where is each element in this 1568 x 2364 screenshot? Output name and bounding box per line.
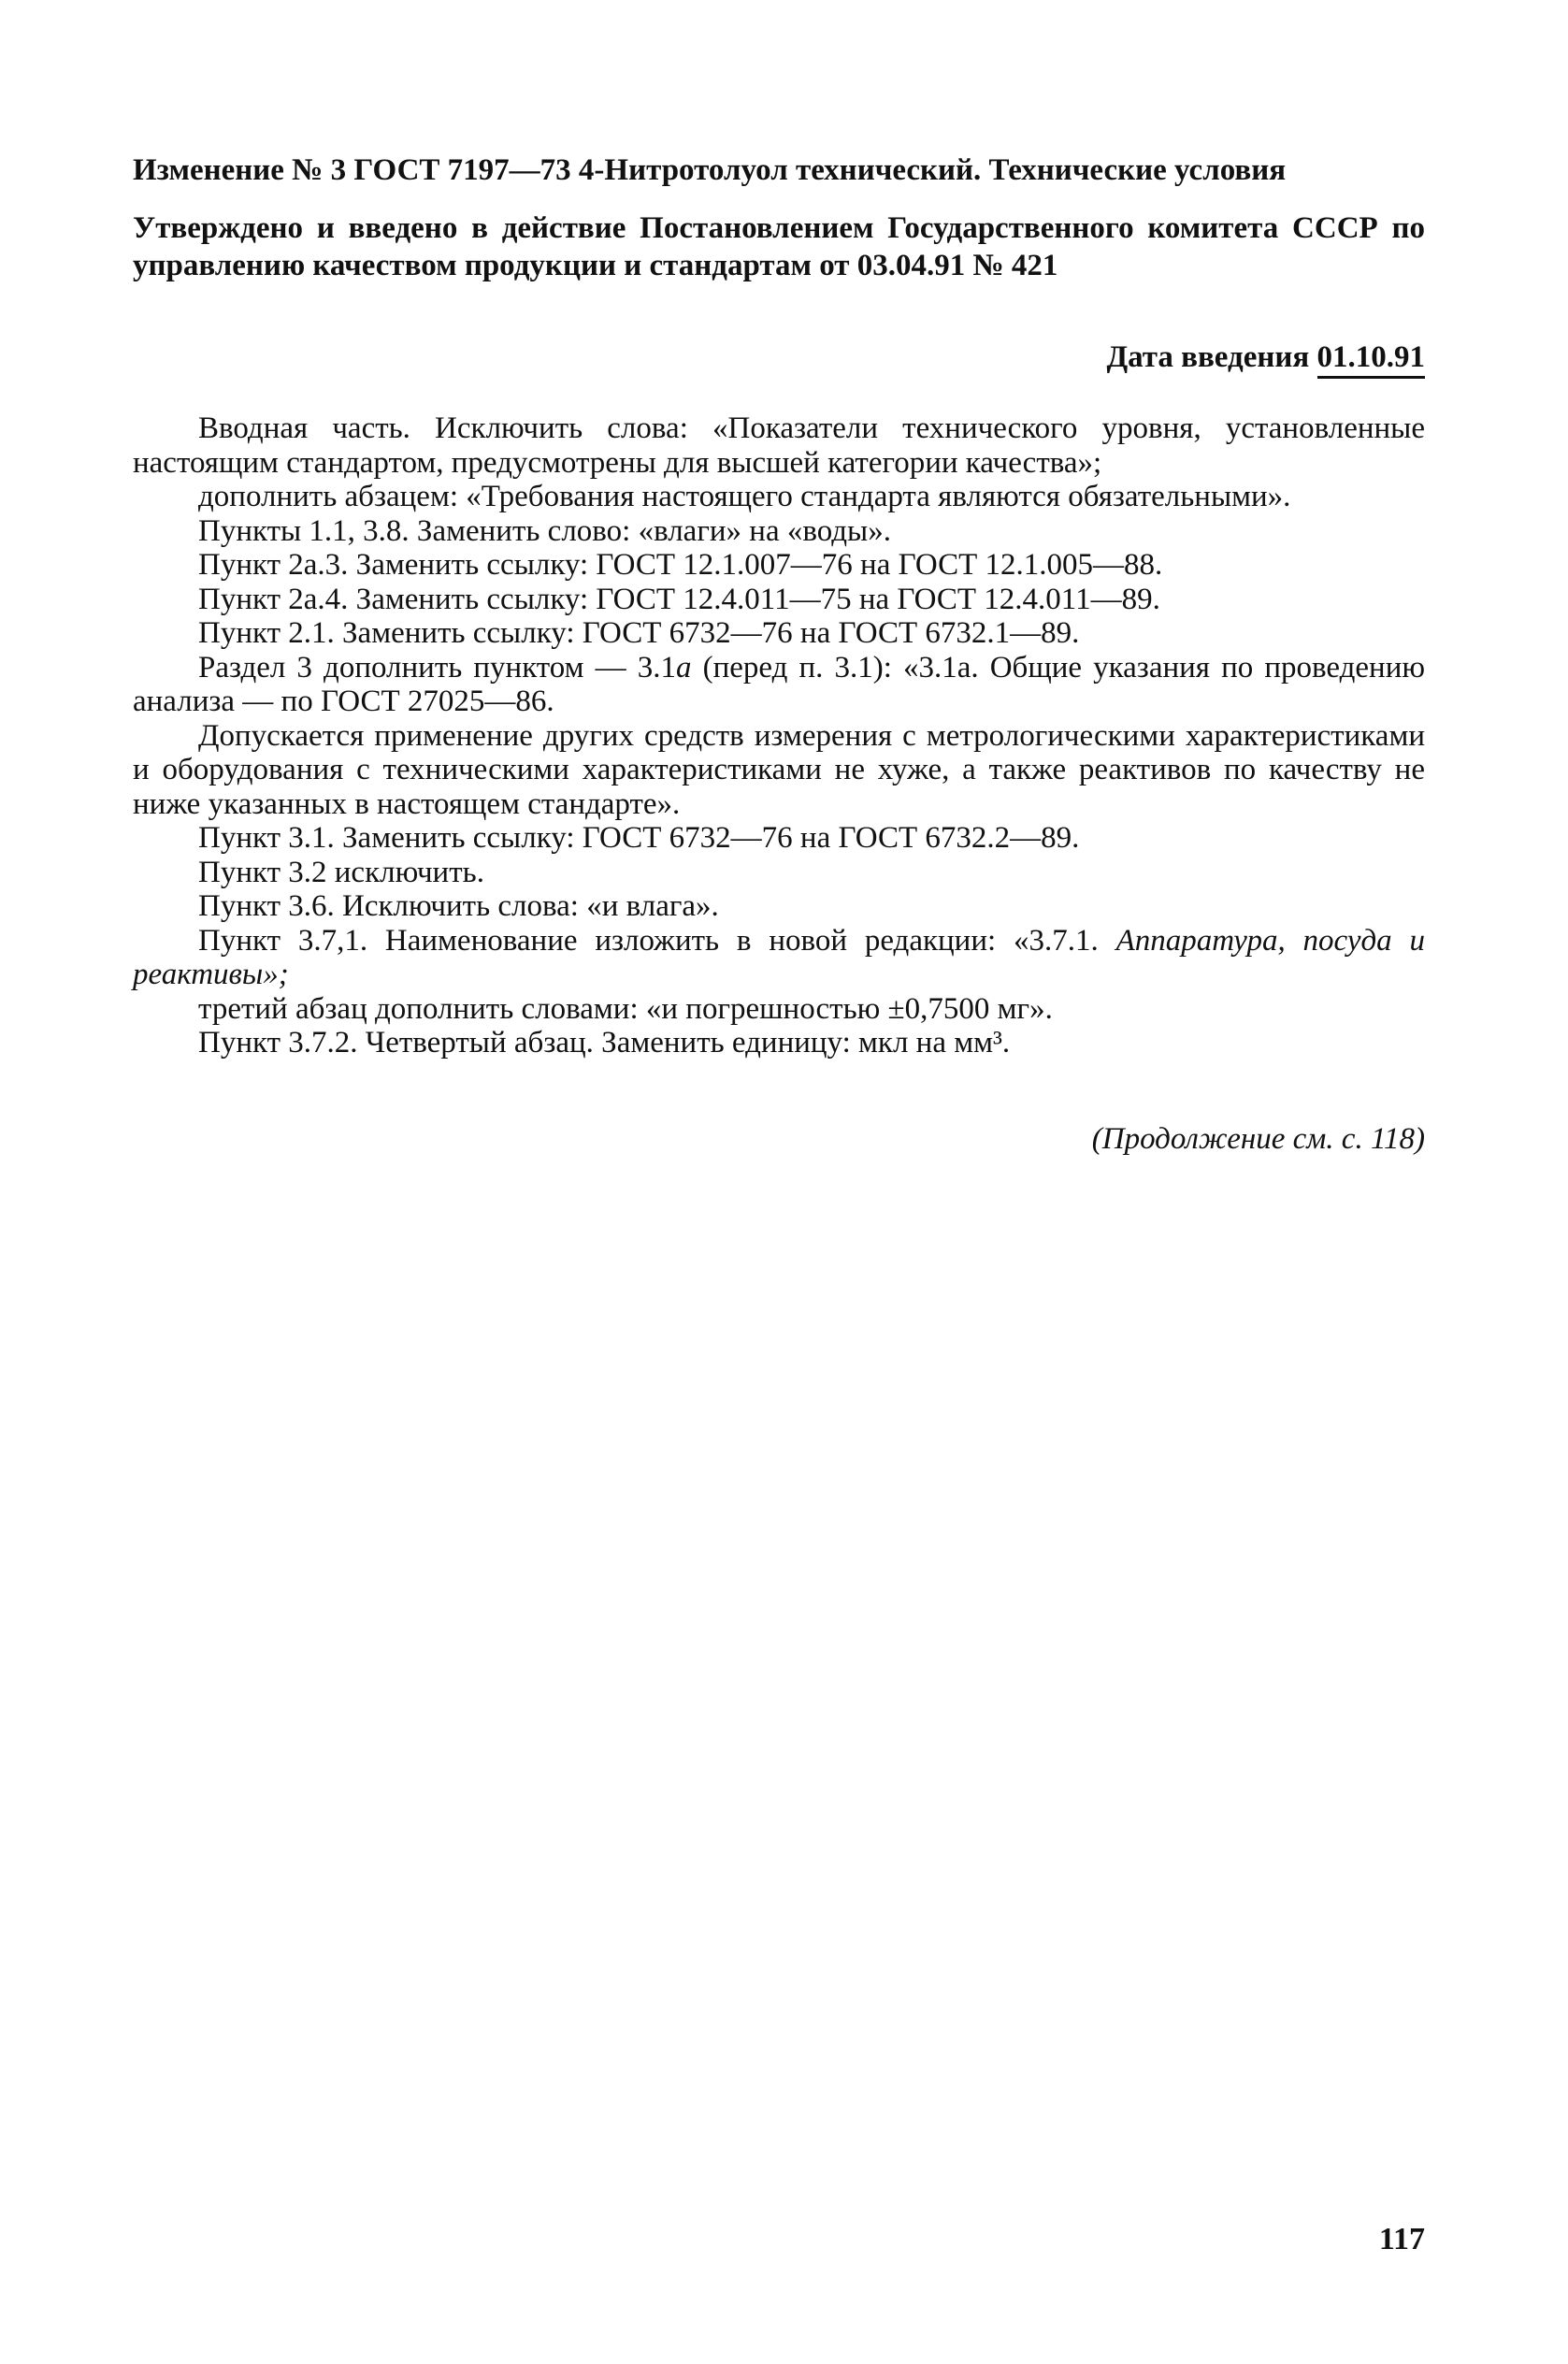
paragraph: третий абзац дополнить словами: «и погрешностью ±0,7500 мг». [198, 991, 1053, 1026]
paragraph: Пункт 2а.3. Заменить ссылку: ГОСТ 12.1.007—76 на ГОСТ 12.1.005—88. [198, 548, 1163, 582]
paragraph: дополнить абзацем: «Требования настоящего стандарта являются обязательными». [198, 480, 1291, 513]
paragraph: Вводная часть. Исключить слова: «Показатели технического уровня, установленные настоящим стандартом, предусмотрены для высшей категории качества»; [133, 411, 1425, 480]
document-header [133, 151, 1425, 305]
approval-statement: Утверждено и введено в действие Постановлением Государственного комитета СССР по управлению качеством продукции и стандартам от 03.04.91 № 421 [133, 211, 1425, 282]
paragraph: Пункт 3.2 исключить. [198, 855, 484, 889]
amendment-body [133, 411, 1425, 1060]
effective-date [133, 339, 1425, 376]
paragraph: Пункт 3.6. Исключить слова: «и влага». [198, 889, 719, 923]
paragraph: Пункт 2.1. Заменить ссылку: ГОСТ 6732—76 на ГОСТ 6732.1—89. [198, 616, 1080, 650]
paragraph: Пункт 3.1. Заменить ссылку: ГОСТ 6732—76 на ГОСТ 6732.2—89. [198, 821, 1080, 855]
italic-text: Аппаратура, посуда и реактивы»; [133, 923, 1426, 991]
italic-text: а [675, 650, 692, 685]
paragraph: Пункт 3.7.2. Четвертый абзац. Заменить единицу: мкл на мм³. [198, 1026, 1011, 1059]
paragraph: Допускается применение других средств измерения с метрологическими характеристиками и оборудования с техническими характеристиками не хуже, а также реактивов по качеству не ниже указанных в настоящем стандарте». [133, 718, 1425, 821]
continuation-note: (Продолжение см. с. 118) [1091, 1122, 1425, 1156]
paragraph [133, 924, 1425, 992]
paragraph-text: Раздел 3 дополнить пунктом — 3.1 [198, 650, 676, 685]
page-number: 117 [1378, 2222, 1425, 2256]
paragraph: Пункт 2а.4. Заменить ссылку: ГОСТ 12.4.011—75 на ГОСТ 12.4.011—89. [198, 582, 1160, 616]
paragraph [133, 651, 1425, 719]
effective-date-label: Дата введения [1106, 340, 1310, 374]
paragraph: Пункты 1.1, 3.8. Заменить слово: «влаги» на «воды». [198, 513, 891, 548]
effective-date-value: 01.10.91 [1317, 340, 1426, 379]
paragraph-text: Пункт 3.7,1. Наименование изложить в новой редакции: «3.7.1. [198, 923, 1116, 958]
paragraph-text: (перед п. 3.1): «3.1а. Общие указания по проведению анализа — по ГОСТ 27025—86. [133, 650, 1426, 718]
amendment-title: Изменение № 3 ГОСТ 7197—73 4-Нитротолуол технический. Технические условия [133, 153, 1287, 187]
